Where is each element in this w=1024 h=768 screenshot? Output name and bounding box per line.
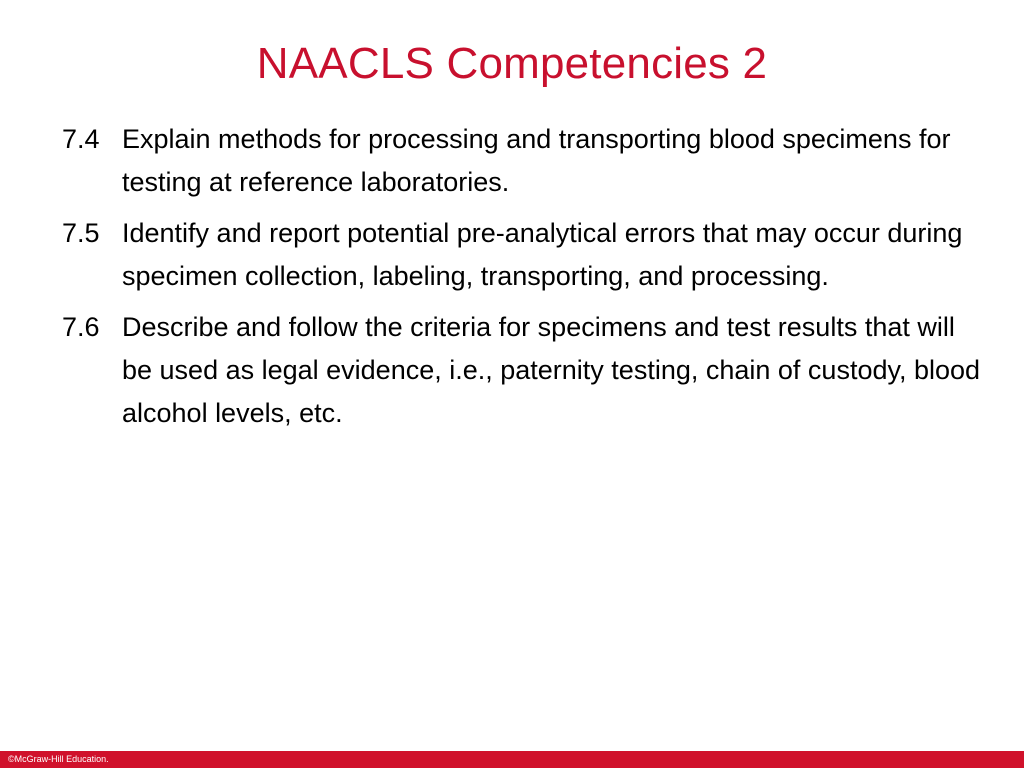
copyright-notice: ©McGraw-Hill Education. [8, 754, 109, 764]
competency-number: 7.6 [62, 312, 100, 342]
competency-text: Identify and report potential pre-analytical errors that may occur during specimen collection, labeling, transporting, and processing. [122, 218, 963, 291]
slide-title: NAACLS Competencies 2 [256, 39, 768, 88]
footer-bar [0, 751, 1024, 768]
competency-list [62, 118, 982, 443]
competency-number: 7.5 [62, 218, 100, 248]
competency-text: Explain methods for processing and transporting blood specimens for testing at reference laboratories. [122, 124, 951, 197]
competency-text: Describe and follow the criteria for specimens and test results that will be used as legal evidence, i.e., paternity testing, chain of custody, blood alcohol levels, etc. [122, 312, 981, 428]
competency-item-7-6 [62, 306, 982, 435]
competency-number: 7.4 [62, 124, 100, 154]
competency-item-7-5 [62, 212, 982, 298]
competency-item-7-4 [62, 118, 982, 204]
